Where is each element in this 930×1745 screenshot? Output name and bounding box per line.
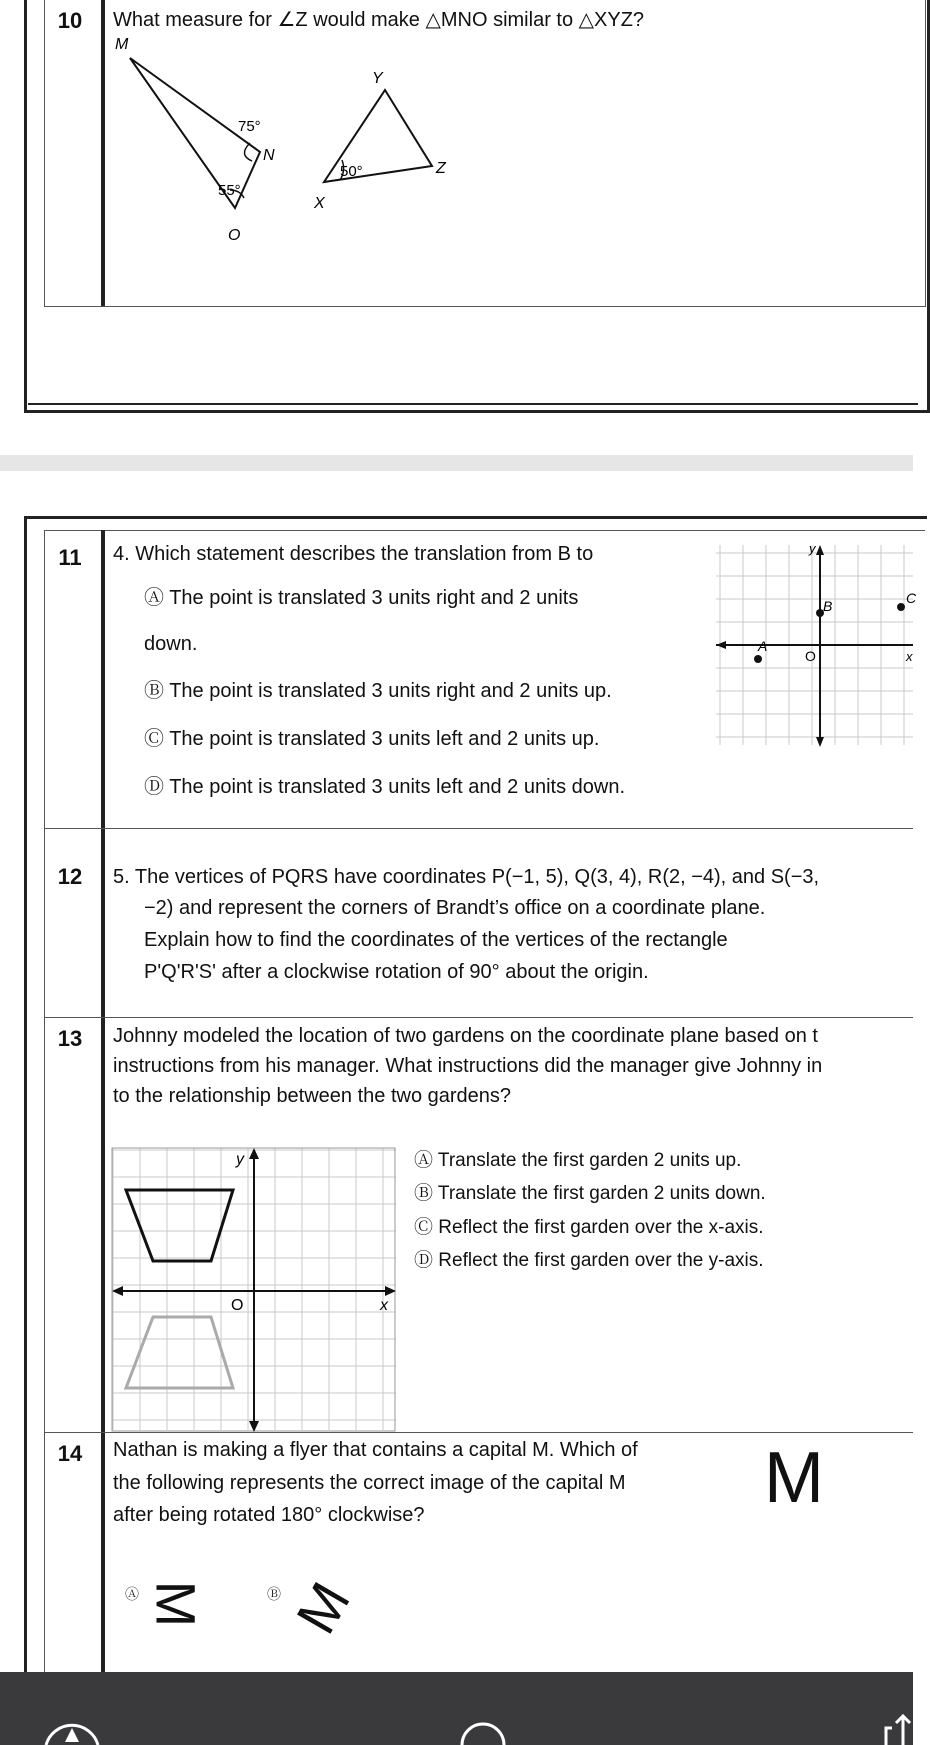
svg-text:x: x [380, 1297, 388, 1314]
q12-number: 12 [57, 864, 83, 889]
q10-figure [110, 30, 480, 250]
q11-stem: 4. Which statement describes the translation from B to [113, 543, 594, 565]
q14-capital-m: M [764, 1438, 824, 1518]
label-angle-o: 55° [218, 182, 241, 199]
q14-option-b-marker[interactable]: Ⓑ [267, 1586, 281, 1602]
main-col-divider [101, 530, 105, 1680]
q13-line-2: instructions from his manager. What instructions did the manager give Johnny in [113, 1055, 823, 1077]
q13-q14-rule [44, 1432, 913, 1433]
q14-option-b-glyph[interactable]: M [283, 1571, 362, 1644]
q12-line-3: Explain how to find the coordinates of the vertices of the rectangle [144, 929, 728, 951]
svg-text:O: O [231, 1297, 244, 1314]
point-c [897, 603, 905, 611]
bottom-toolbar [0, 1672, 913, 1745]
svg-text:A: A [758, 638, 768, 654]
q13-line-1: Johnny modeled the location of two gardens on the coordinate plane based on t [113, 1025, 818, 1047]
q13-option-c[interactable]: Ⓒ Reflect the first garden over the x-axis. [414, 1217, 764, 1238]
q11-option-a-cont: down. [144, 633, 198, 655]
label-x: X [314, 195, 325, 212]
q12-line-2: −2) and represent the corners of Brandt’s office on a coordinate plane. [144, 897, 766, 919]
q12-q13-rule [44, 1017, 913, 1018]
q11-option-d[interactable]: Ⓓ The point is translated 3 units left and 2 units down. [144, 776, 626, 798]
label-angle-x: 50° [340, 163, 363, 180]
q12-line-4: P'Q'R'S' after a clockwise rotation of 90° about the origin. [144, 961, 649, 983]
q14-line-2: the following represents the correct image of the capital M [113, 1472, 626, 1494]
svg-text:y: y [809, 541, 816, 556]
q13-number: 13 [57, 1026, 83, 1051]
share-icon[interactable] [878, 1712, 913, 1745]
q13-option-d[interactable]: Ⓓ Reflect the first garden over the y-axis. [414, 1250, 764, 1271]
svg-text:C: C [906, 590, 917, 606]
point-a [754, 655, 762, 663]
garden-two [126, 1317, 233, 1388]
q14-line-1: Nathan is making a flyer that contains a capital M. Which of [113, 1439, 638, 1461]
q12-line-1: 5. The vertices of PQRS have coordinates P(−1, 5), Q(3, 4), R(2, −4), and S(−3, [113, 866, 820, 888]
label-o: O [228, 227, 241, 244]
svg-text:y: y [236, 1151, 244, 1168]
q14-option-a-glyph[interactable]: M [144, 1580, 208, 1628]
q14-line-3: after being rotated 180° clockwise? [113, 1504, 425, 1526]
q10-bottom-rule [28, 403, 918, 405]
q11-graph [716, 541, 917, 750]
circle-icon[interactable] [460, 1716, 506, 1745]
label-z: Z [436, 160, 446, 177]
q10-number: 10 [57, 8, 83, 33]
q10-col-divider [101, 0, 105, 306]
label-n: N [263, 147, 275, 164]
q13-option-a[interactable]: Ⓐ Translate the first garden 2 units up. [414, 1150, 742, 1171]
section-separator [0, 455, 913, 471]
label-angle-n: 75° [238, 118, 261, 135]
garden-one [126, 1190, 233, 1261]
q10-text: What measure for ∠Z would make △MNO similar to △XYZ? [113, 9, 645, 31]
q11-q12-rule [44, 828, 913, 829]
q13-option-b[interactable]: Ⓑ Translate the first garden 2 units down. [414, 1183, 766, 1204]
svg-text:x: x [906, 649, 913, 664]
q11-number: 11 [58, 545, 82, 570]
q11-option-c[interactable]: Ⓒ The point is translated 3 units left and 2 units up. [144, 728, 600, 750]
q14-option-a-marker[interactable]: Ⓐ [125, 1586, 139, 1602]
label-m: M [115, 36, 129, 53]
svg-text:B: B [823, 598, 833, 614]
q13-line-3: to the relationship between the two gardens? [113, 1085, 512, 1107]
label-y: Y [372, 70, 383, 87]
up-arrow-icon[interactable] [44, 1714, 100, 1745]
q14-number: 14 [57, 1441, 83, 1466]
q11-option-a[interactable]: Ⓐ The point is translated 3 units right and 2 units [144, 587, 579, 609]
q13-graph [112, 1148, 396, 1433]
svg-text:O: O [805, 648, 816, 664]
q11-option-b[interactable]: Ⓑ The point is translated 3 units right and 2 units up. [144, 680, 612, 702]
